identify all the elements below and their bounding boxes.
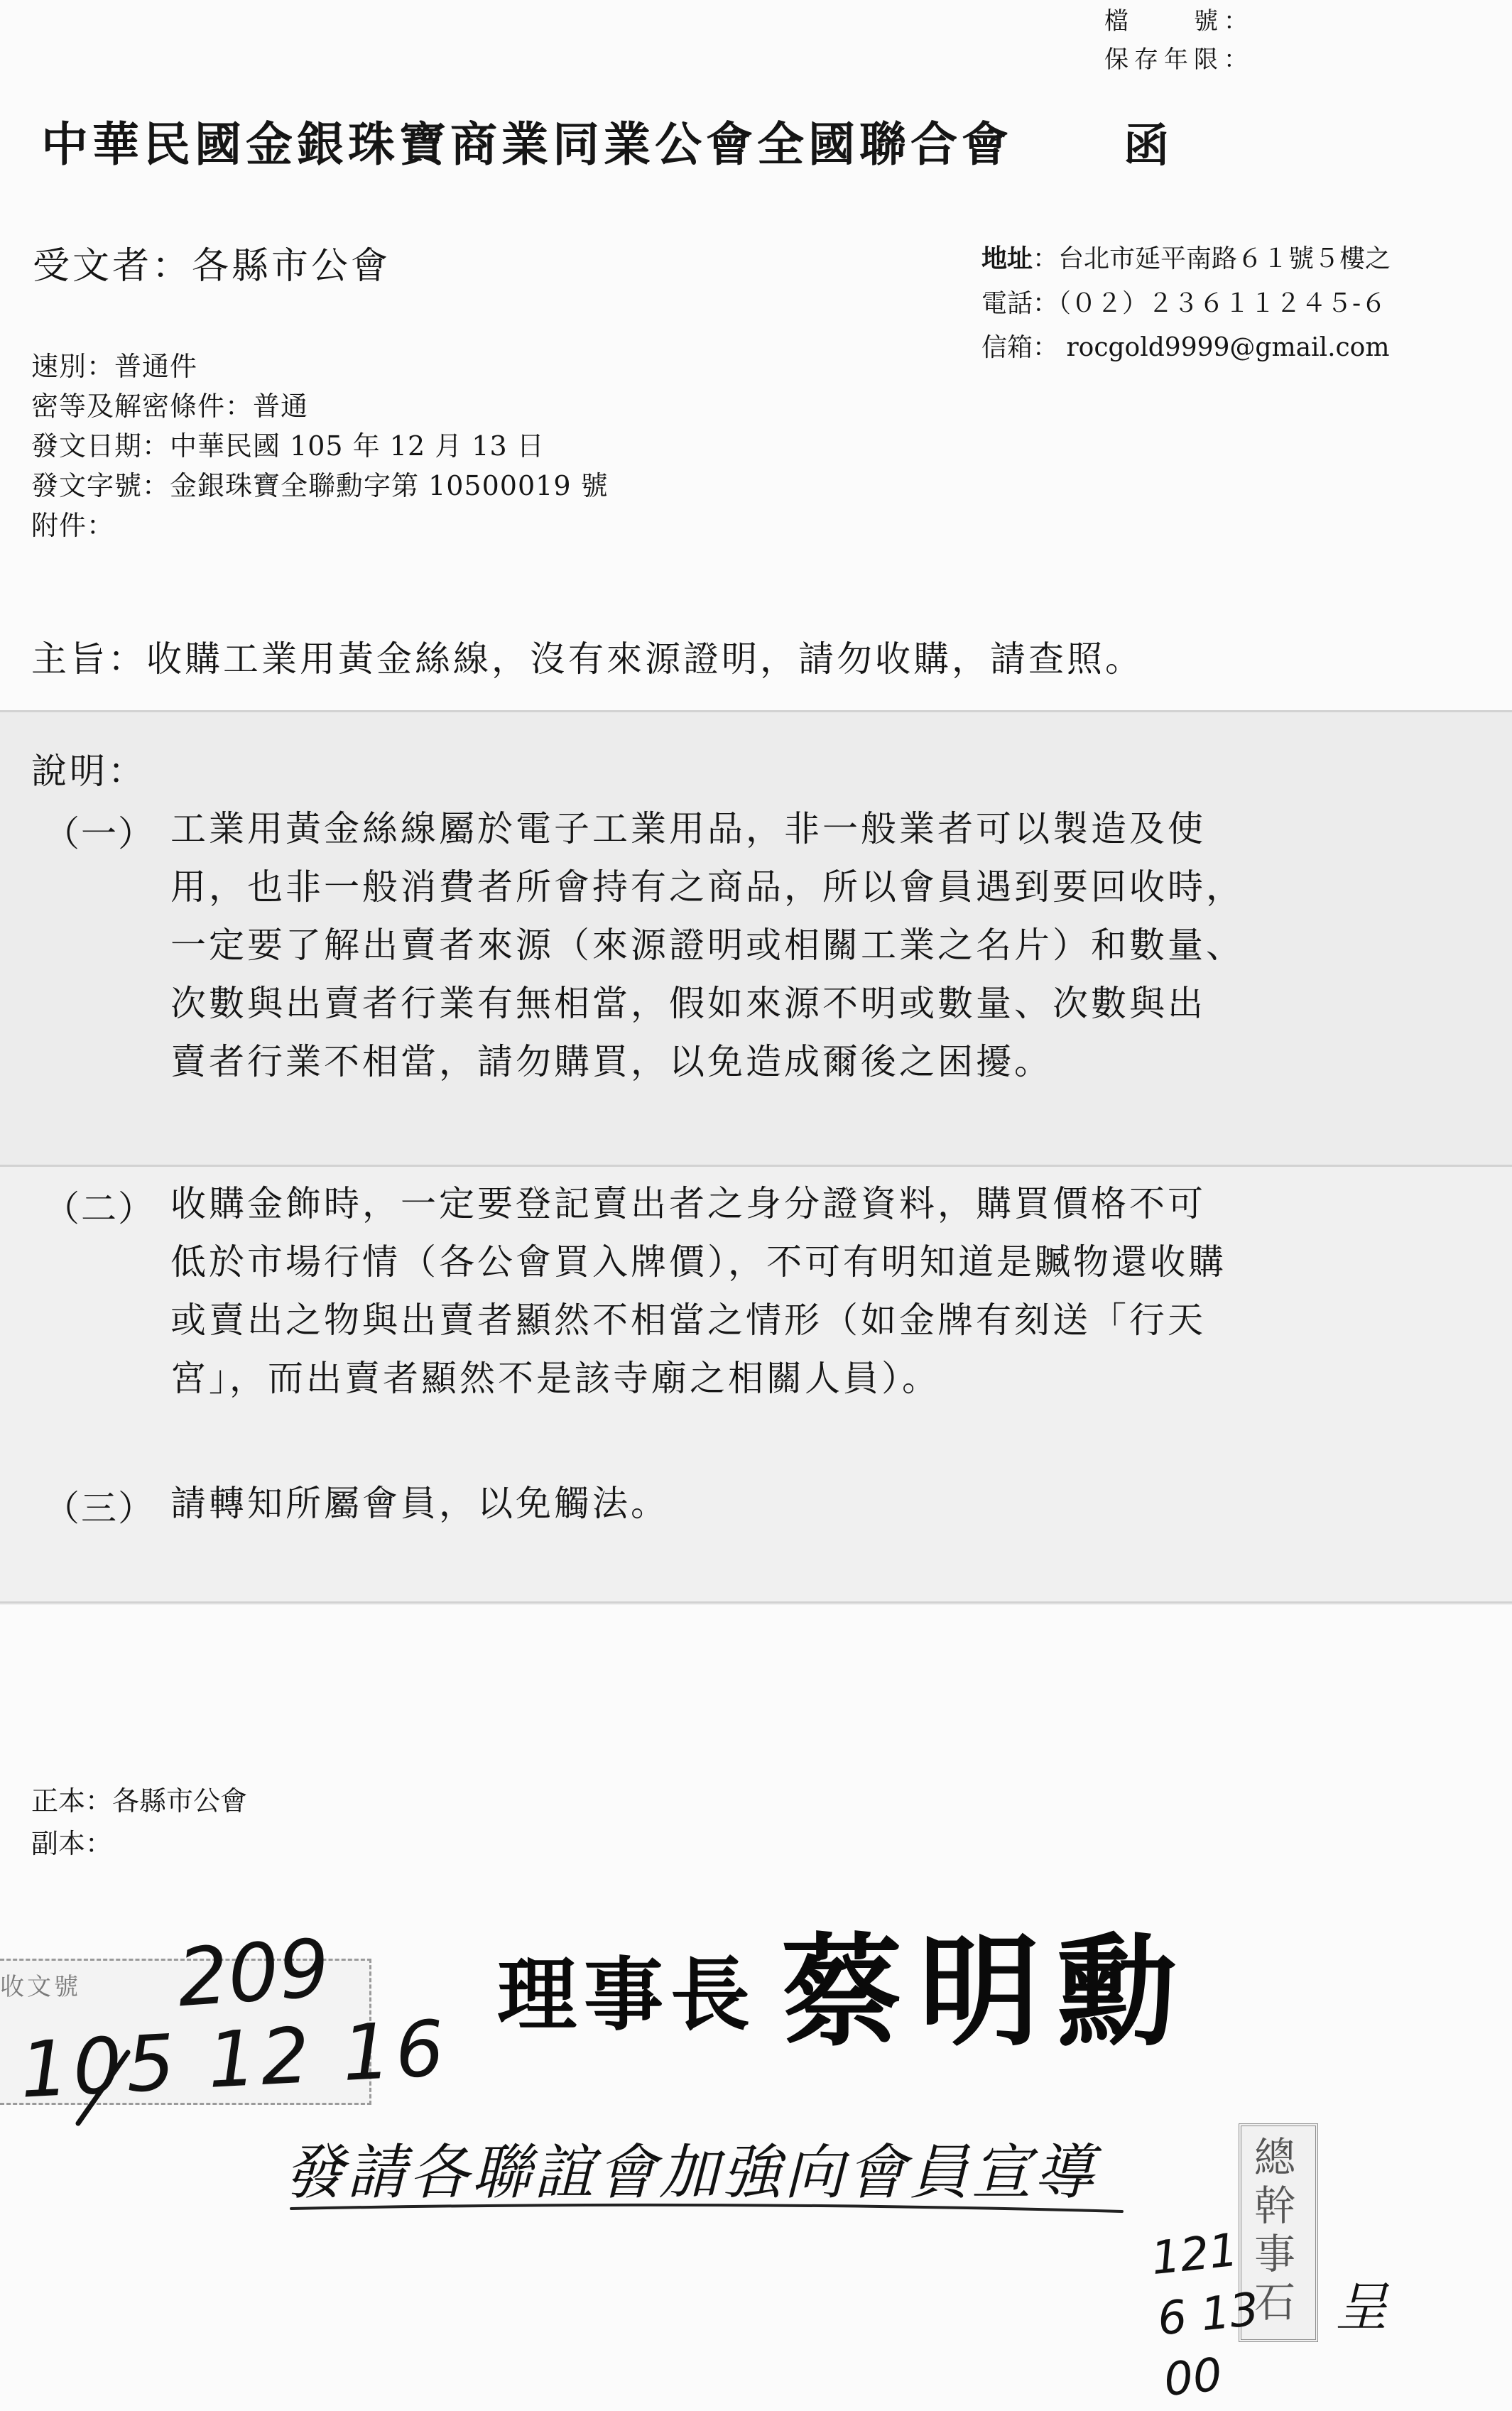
meta-doc-number: 發文字號：金銀珠寶全聯勳字第 10500019 號 [31, 470, 609, 501]
email-label: 信箱： [981, 333, 1059, 362]
address-label: 地址 [981, 244, 1033, 273]
organization-title: 中華民國金銀珠寶商業同業公會全國聯合會 [41, 116, 1013, 172]
paper-fold-line [0, 1165, 1512, 1167]
meta-attachment: 附件： [31, 510, 115, 541]
approval-stamp-text: 總幹事石 [1254, 2133, 1296, 2326]
chairman-name-seal: 蔡明勳 [781, 1921, 1195, 2063]
email-value: rocgold9999@gmail.com [1066, 333, 1390, 362]
item-line: 低於市場行情（各公會買入牌價），不可有明知道是贓物還收購 [170, 1241, 1227, 1283]
handwritten-receipt-date: 105 12 16 [18, 2004, 451, 2116]
handwritten-slash-mark [64, 2045, 149, 2130]
item-line: 宮」，而出賣者顯然不是該寺廟之相關人員）。 [170, 1358, 940, 1399]
chairman-title: 理事長 [497, 1949, 757, 2042]
recipient: 受文者：各縣市公會 [33, 245, 391, 288]
handwritten-underline [284, 2194, 1136, 2223]
receipt-stamp-label: 收文號 [0, 1973, 81, 2001]
handwritten-initial: 呈 [1335, 2277, 1388, 2338]
item-number: （二） [44, 1188, 155, 1229]
item-line: 工業用黃金絲線屬於電子工業用品，非一般業者可以製造及使 [170, 808, 1206, 849]
carbon-copy: 副本： [31, 1828, 113, 1859]
item-number: （三） [44, 1488, 155, 1529]
handwritten-receipt-number: 209 [174, 1922, 333, 2025]
phone-value: ：（０２）２３６１１２４５-６ [1033, 289, 1387, 318]
item-line: 次數與出賣者行業有無相當，假如來源不明或數量、次數與出 [170, 983, 1206, 1024]
contact-phone [981, 284, 1386, 324]
item-line: 賣者行業不相當，請勿購買，以免造成爾後之困擾。 [170, 1041, 1053, 1082]
subject: 主旨：收購工業用黃金絲線，沒有來源證明，請勿收購，請查照。 [31, 638, 1143, 680]
meta-issue-date: 發文日期：中華民國 105 年 12 月 13 日 [31, 430, 545, 462]
item-body [170, 1175, 1227, 1408]
paper-fold-line [0, 710, 1512, 712]
original-copy: 正本：各縣市公會 [31, 1785, 248, 1817]
item-body [170, 1474, 669, 1533]
phone-label: 電話 [981, 289, 1033, 318]
item-line: 一定要了解出賣者來源（來源證明或相關工業之名片）和數量、 [170, 925, 1244, 966]
document-type: 函 [1124, 119, 1169, 173]
item-line: 收購金飾時，一定要登記賣出者之身分證資料，購買價格不可 [170, 1183, 1206, 1224]
retention-period-label: 保存年限： [1104, 45, 1253, 74]
item-body [170, 800, 1244, 1091]
address-value: ：台北市延平南路６１號５樓之 [1033, 244, 1391, 273]
item-number: （一） [44, 813, 155, 854]
file-number-label: 檔 號： [1104, 7, 1253, 36]
meta-block [31, 347, 609, 545]
item-line: 或賣出之物與出賣者顯然不相當之情形（如金牌有刻送「行天 [170, 1300, 1206, 1341]
copies-block [31, 1780, 247, 1865]
explanation-heading: 說明： [31, 751, 146, 792]
paper-fold-line [0, 1601, 1512, 1604]
meta-speed: 速別：普通件 [31, 351, 198, 382]
handwritten-instruction-note: 發請各聯誼會加強向會員宣導 [284, 2138, 1097, 2207]
item-line: 請轉知所屬會員，以免觸法。 [170, 1483, 669, 1524]
contact-email [981, 328, 1390, 368]
contact-address [981, 239, 1391, 279]
item-line: 用，也非一般消費者所會持有之商品，所以會員遇到要回收時， [170, 866, 1244, 908]
meta-confidentiality: 密等及解密條件：普通 [31, 391, 309, 422]
handwritten-time-note: 1216 1300 [1148, 2224, 1261, 2407]
